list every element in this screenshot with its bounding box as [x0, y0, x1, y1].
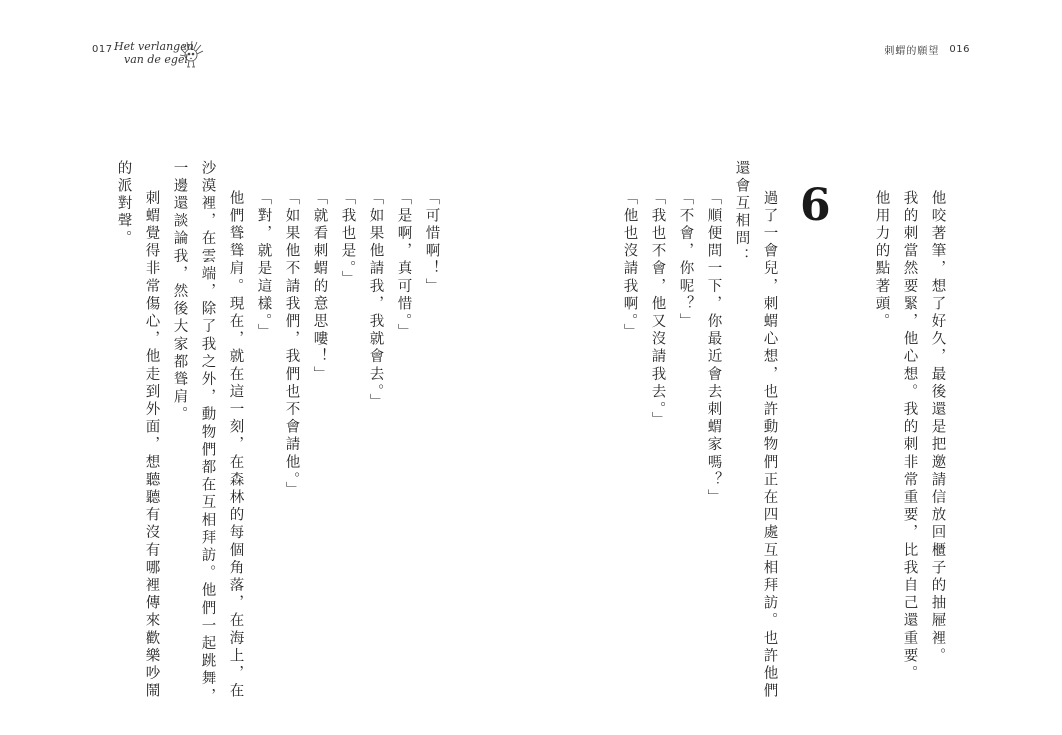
book-title-line2: van de egel: [124, 53, 188, 66]
text-column: 「如果他請我，我就會去。」: [367, 190, 384, 412]
text-column: 沙漠裡，在雲端，除了我之外，動物們都在互相拜訪。他們一起跳舞，: [199, 160, 216, 706]
text-column: 他用力的點著頭。: [873, 190, 890, 331]
right-page-header: [884, 42, 970, 57]
text-column: 「是啊，真可惜。」: [395, 190, 412, 342]
chapter-number: 6: [800, 180, 831, 231]
text-column: 過了一會兒，刺蝟心想，也許動物們正在四處互相拜訪。也許他們: [761, 190, 778, 701]
text-column: 「他也沒請我啊。」: [621, 190, 638, 342]
text-column: 「不會，你呢？」: [677, 190, 694, 331]
text-column: 的派對聲。: [115, 160, 132, 248]
left-page-header: [92, 40, 232, 80]
text-column: 「順便問一下，你最近會去刺蝟家嗎？」: [705, 190, 722, 507]
text-column: 「我也不會，他又沒請我去。」: [649, 190, 666, 430]
text-column: 刺蝟覺得非常傷心，他走到外面，想聽聽有沒有哪裡傳來歡樂吵鬧: [143, 190, 160, 701]
page-number-left: 017: [92, 44, 113, 55]
running-title: 刺蝟的願望: [884, 46, 940, 57]
text-column: 還會互相問：: [733, 160, 750, 266]
text-column: 「我也是。」: [339, 190, 356, 289]
text-column: 「對，就是這樣。」: [255, 190, 272, 342]
text-column: 「可惜啊！」: [423, 190, 440, 296]
page-number-right: 016: [949, 44, 970, 55]
book-title-line1: Het verlangen: [114, 40, 194, 53]
text-column: 「如果他不請我們，我們也不會請他。」: [283, 190, 300, 500]
text-column: 我的刺當然要緊，他心想。我的刺非常重要，比我自己還重要。: [901, 190, 918, 683]
text-column: 一邊還談論我，然後大家都聳肩。: [171, 160, 188, 424]
hedgehog-icon: [180, 40, 204, 70]
text-column: 「就看刺蝟的意思嘍！」: [311, 190, 328, 384]
text-column: 他咬著筆，想了好久，最後還是把邀請信放回櫃子的抽屜裡。: [929, 190, 946, 666]
text-column: 他們聳聳肩。現在，就在這一刻，在森林的每個角落，在海上，在: [227, 190, 244, 701]
